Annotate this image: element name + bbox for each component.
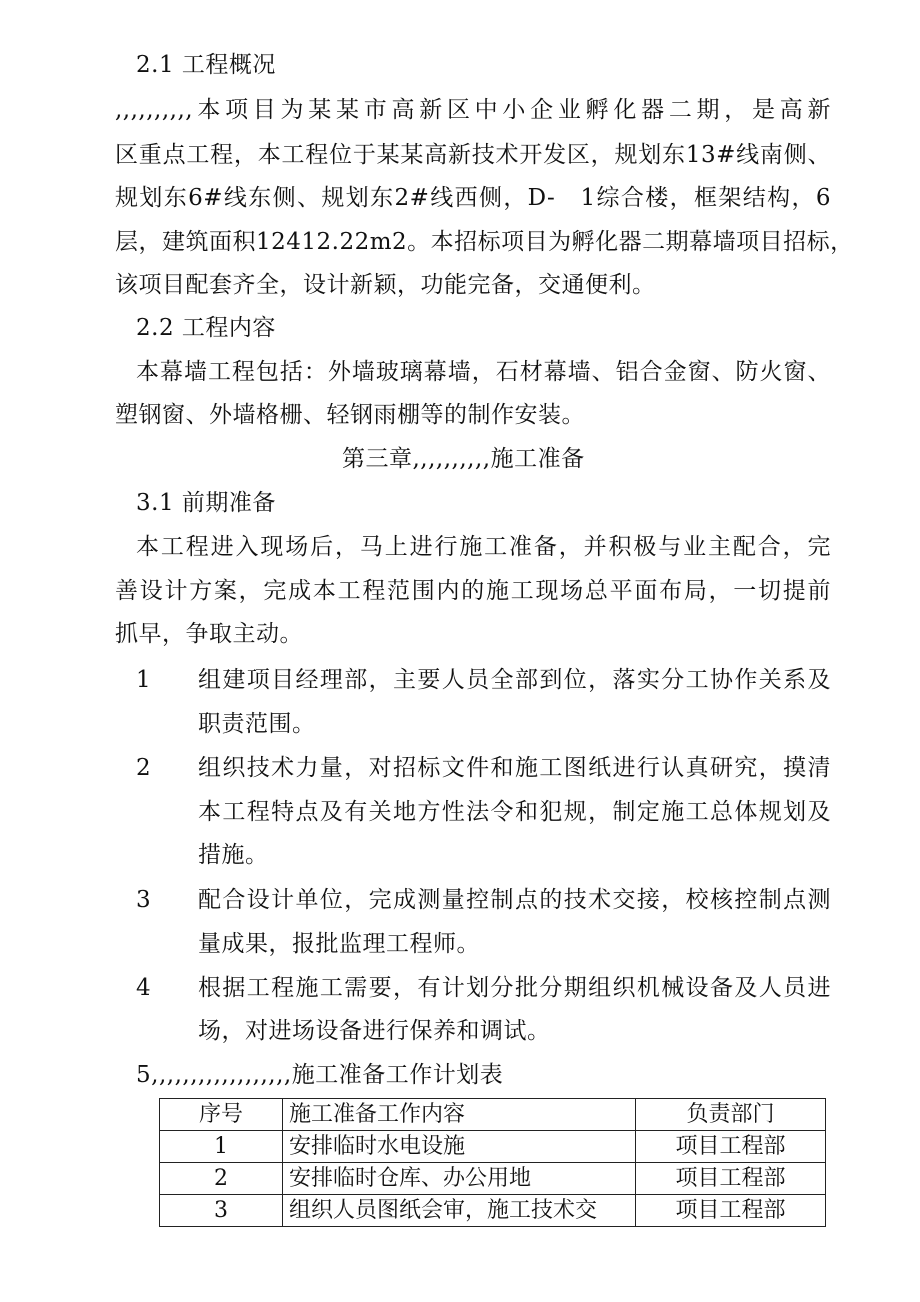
list-item-line: 场，对进场设备进行保养和调试。 bbox=[198, 1018, 551, 1044]
table-cell: 1 bbox=[160, 1131, 283, 1163]
paragraph-line: 规划东6#线东侧、规划东2#线西侧，D- 1综合楼，框架结构，6 bbox=[115, 185, 831, 211]
plan-table bbox=[159, 1098, 826, 1227]
list-item-line: 措施。 bbox=[198, 842, 269, 868]
list-item-line: 职责范围。 bbox=[198, 711, 316, 737]
table-cell: 组织人员图纸会审，施工技术交 bbox=[283, 1195, 636, 1227]
paragraph-line: 抓早，争取主动。 bbox=[115, 621, 303, 647]
table-header-cell: 负责部门 bbox=[636, 1099, 826, 1131]
section-heading-2-1: 2.1 工程概况 bbox=[136, 52, 276, 78]
table-header-cell: 施工准备工作内容 bbox=[283, 1099, 636, 1131]
table-header-row bbox=[160, 1099, 826, 1131]
list-item-line: 根据工程施工需要，有计划分批分期组织机械设备及人员进 bbox=[198, 975, 831, 1001]
section-heading-3-1: 3.1 前期准备 bbox=[136, 490, 276, 516]
paragraph-line: 本幕墙工程包括：外墙玻璃幕墙，石材幕墙、铝合金窗、防火窗、 bbox=[136, 359, 831, 385]
list-item-number: 4 bbox=[136, 975, 151, 1001]
paragraph-line: 区重点工程，本工程位于某某高新技术开发区，规划东13#线南侧、 bbox=[115, 142, 831, 168]
table-row bbox=[160, 1131, 826, 1163]
list-item-line: 组织技术力量，对招标文件和施工图纸进行认真研究，摸清 bbox=[198, 755, 831, 781]
table-caption: 5,,,,,,,,,,,,,,,,,,施工准备工作计划表 bbox=[136, 1062, 504, 1088]
table-cell: 项目工程部 bbox=[636, 1163, 826, 1195]
table-header-cell: 序号 bbox=[160, 1099, 283, 1131]
paragraph-line: ,,,,,,,,,,本项目为某某市高新区中小企业孵化器二期，是高新 bbox=[115, 97, 831, 123]
list-item-line: 本工程特点及有关地方性法令和犯规，制定施工总体规划及 bbox=[198, 799, 831, 825]
paragraph-line: 塑钢窗、外墙格栅、轻钢雨棚等的制作安装。 bbox=[115, 402, 585, 428]
table-cell: 安排临时仓库、办公用地 bbox=[283, 1163, 636, 1195]
list-item-number: 1 bbox=[136, 667, 151, 693]
table-cell: 2 bbox=[160, 1163, 283, 1195]
paragraph-line: 层，建筑面积12412.22m2。本招标项目为孵化器二期幕墙项目招标， bbox=[115, 229, 854, 255]
list-item-line: 配合设计单位，完成测量控制点的技术交接，校核控制点测 bbox=[198, 887, 831, 913]
list-item-number: 3 bbox=[136, 887, 151, 913]
table-cell: 安排临时水电设施 bbox=[283, 1131, 636, 1163]
list-item-line: 组建项目经理部，主要人员全部到位，落实分工协作关系及 bbox=[198, 667, 831, 693]
chapter-title: 第三章,,,,,,,,,,施工准备 bbox=[342, 446, 585, 472]
paragraph-line: 该项目配套齐全，设计新颖，功能完备，交通便利。 bbox=[115, 272, 656, 298]
list-item-number: 2 bbox=[136, 755, 151, 781]
section-heading-2-2: 2.2 工程内容 bbox=[136, 315, 276, 341]
paragraph-line: 本工程进入现场后，马上进行施工准备，并积极与业主配合，完 bbox=[136, 534, 831, 560]
paragraph-line: 善设计方案，完成本工程范围内的施工现场总平面布局，一切提前 bbox=[115, 578, 831, 604]
table-cell: 项目工程部 bbox=[636, 1195, 826, 1227]
table-cell: 3 bbox=[160, 1195, 283, 1227]
table-row bbox=[160, 1163, 826, 1195]
list-item-line: 量成果，报批监理工程师。 bbox=[198, 931, 480, 957]
table-row bbox=[160, 1195, 826, 1227]
table-cell: 项目工程部 bbox=[636, 1131, 826, 1163]
